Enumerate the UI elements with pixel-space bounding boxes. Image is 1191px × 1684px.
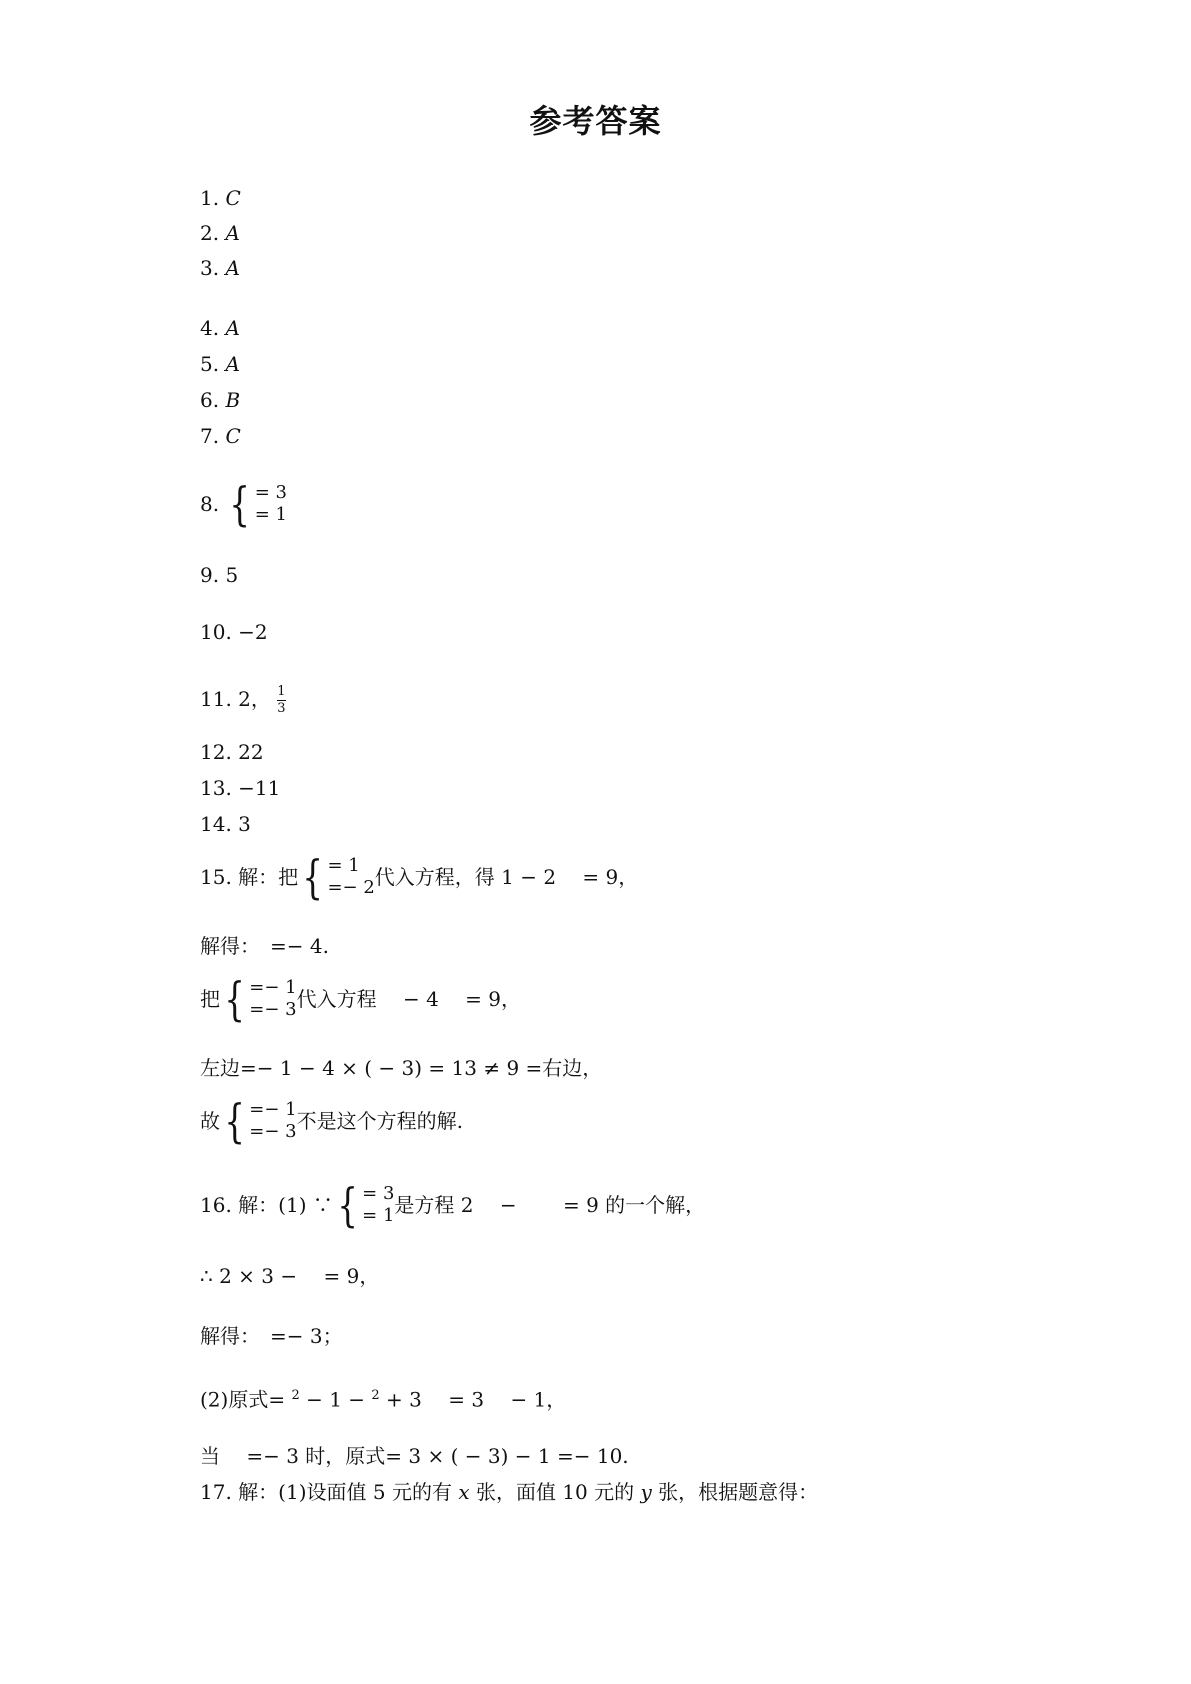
equation-system: { = 1 =− 2 xyxy=(302,850,375,904)
answer-6: 6. B xyxy=(200,388,241,412)
answer-12: 12. 22 xyxy=(200,740,264,764)
answer-7: 7. C xyxy=(200,424,241,448)
answer-15-line-1: 15. 解：把{ = 1 =− 2 代入方程，得 1 − 2 = 9， xyxy=(200,850,639,904)
equation-system: { = 3 = 1 xyxy=(337,1178,395,1232)
answer-15-line-5: 故{ =− 1 =− 3 不是这个方程的解. xyxy=(200,1094,463,1148)
answer-16-line-1: 16. 解：(1) ∵{ = 3 = 1 是方程 2 − = 9 的一个解， xyxy=(200,1178,706,1232)
answer-4: 4. A xyxy=(200,316,240,340)
answer-16-line-3: 解得： =− 3； xyxy=(200,1324,343,1348)
answer-16-line-2: ∴ 2 × 3 − = 9， xyxy=(200,1264,380,1288)
answer-8: 8. { = 3 = 1 xyxy=(200,477,287,531)
equation-system: { = 3 = 1 xyxy=(229,477,287,531)
equation-system: { =− 1 =− 3 xyxy=(224,972,297,1026)
answer-1: 1. C xyxy=(200,186,241,210)
answer-13: 13. −11 xyxy=(200,776,281,800)
equation-system: { =− 1 =− 3 xyxy=(224,1094,297,1148)
answer-10: 10. −2 xyxy=(200,620,268,644)
answer-15-line-3: 把{ =− 1 =− 3 代入方程 − 4 = 9， xyxy=(200,972,522,1026)
answer-14: 14. 3 xyxy=(200,812,251,836)
answer-15-line-2: 解得： =− 4. xyxy=(200,934,329,958)
answer-5: 5. A xyxy=(200,352,240,376)
answer-2: 2. A xyxy=(200,221,240,245)
answer-15-line-4: 左边=− 1 − 4 × ( − 3) = 13 ≠ 9 =右边， xyxy=(200,1056,603,1080)
answer-3: 3. A xyxy=(200,256,240,280)
answer-11: 11. 2， $\frac{1}{3}$ xyxy=(200,684,286,716)
page-title: 参考答案 xyxy=(529,102,662,140)
fraction: $\frac{1}{3}$ xyxy=(277,684,286,716)
answer-16-line-5: 当 =− 3 时，原式= 3 × ( − 3) − 1 =− 10. xyxy=(200,1444,629,1468)
answer-16-line-4: (2)原式= $^2$ − 1 − $^2$ + 3 = 3 − 1， xyxy=(200,1387,567,1412)
answer-9: 9. 5 xyxy=(200,563,239,587)
answer-17-line-1: 17. 解：(1)设面值 5 元的有 x 张，面值 10 元的 y 张，根据题意得： xyxy=(200,1480,819,1504)
